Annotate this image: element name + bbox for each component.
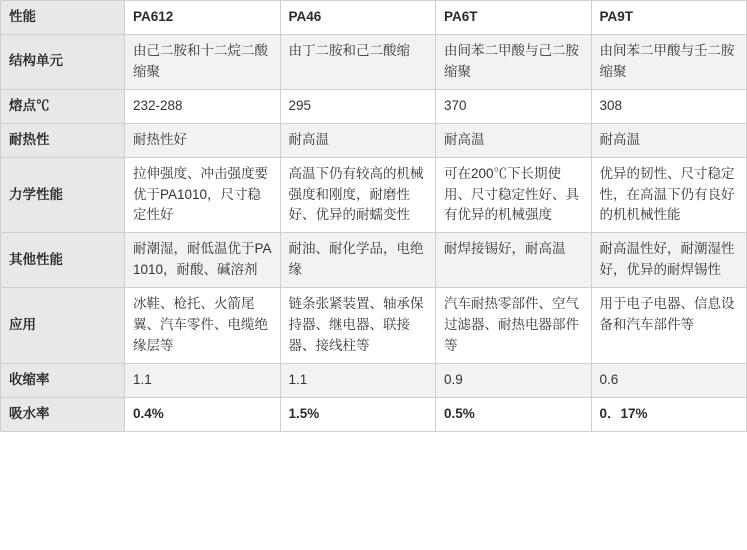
cell-structural-unit-pa46: 由丁二胺和己二酸缩 bbox=[280, 34, 436, 89]
table-row bbox=[1, 233, 747, 288]
cell-applications-pa6t: 汽车耐热零部件、空气过滤器、耐热电器部件等 bbox=[436, 288, 592, 364]
cell-other-pa6t: 耐焊接锡好，耐高温 bbox=[436, 233, 592, 288]
cell-structural-unit-pa612: 由己二胺和十二烷二酸缩聚 bbox=[125, 34, 281, 89]
table-row bbox=[1, 397, 747, 431]
cell-applications-pa46: 链条张紧装置、轴承保持器、继电器、联接器、接线柱等 bbox=[280, 288, 436, 364]
cell-melting-point-pa46: 295 bbox=[280, 89, 436, 123]
cell-heat-resistance-pa46: 耐高温 bbox=[280, 123, 436, 157]
cell-water-absorption-pa46: 1.5% bbox=[280, 397, 436, 431]
table-row bbox=[1, 34, 747, 89]
cell-mechanical-pa6t: 可在200℃下长期使用、尺寸稳定性好、具有优异的机械强度 bbox=[436, 157, 592, 233]
cell-structural-unit-pa6t: 由间苯二甲酸与己二胺缩聚 bbox=[436, 34, 592, 89]
cell-shrinkage-pa46: 1.1 bbox=[280, 363, 436, 397]
cell-applications-pa612: 冰鞋、枪托、火箭尾翼、汽车零件、电缆绝缘层等 bbox=[125, 288, 281, 364]
row-label-applications: 应用 bbox=[1, 288, 125, 364]
row-label-mechanical-properties: 力学性能 bbox=[1, 157, 125, 233]
cell-mechanical-pa612: 拉伸强度、冲击强度要优于PA1010，尺寸稳定性好 bbox=[125, 157, 281, 233]
cell-mechanical-pa46: 高温下仍有较高的机械强度和刚度，耐磨性好、优异的耐蠕变性 bbox=[280, 157, 436, 233]
table-row bbox=[1, 288, 747, 364]
header-cell-property: 性能 bbox=[1, 1, 125, 35]
cell-heat-resistance-pa9t: 耐高温 bbox=[591, 123, 747, 157]
cell-melting-point-pa612: 232-288 bbox=[125, 89, 281, 123]
table-row bbox=[1, 363, 747, 397]
cell-shrinkage-pa612: 1.1 bbox=[125, 363, 281, 397]
table-row bbox=[1, 123, 747, 157]
row-label-shrinkage: 收缩率 bbox=[1, 363, 125, 397]
table-header-row bbox=[1, 1, 747, 35]
cell-melting-point-pa6t: 370 bbox=[436, 89, 592, 123]
cell-other-pa9t: 耐高温性好，耐潮湿性好，优异的耐焊锡性 bbox=[591, 233, 747, 288]
cell-structural-unit-pa9t: 由间苯二甲酸与壬二胺缩聚 bbox=[591, 34, 747, 89]
row-label-other-properties: 其他性能 bbox=[1, 233, 125, 288]
cell-shrinkage-pa9t: 0.6 bbox=[591, 363, 747, 397]
cell-mechanical-pa9t: 优异的韧性、尺寸稳定性，在高温下仍有良好的机机械性能 bbox=[591, 157, 747, 233]
row-label-structural-unit: 结构单元 bbox=[1, 34, 125, 89]
cell-heat-resistance-pa6t: 耐高温 bbox=[436, 123, 592, 157]
table-row bbox=[1, 157, 747, 233]
row-label-melting-point: 熔点℃ bbox=[1, 89, 125, 123]
header-cell-pa6t: PA6T bbox=[436, 1, 592, 35]
cell-other-pa46: 耐油、耐化学品，电绝缘 bbox=[280, 233, 436, 288]
header-cell-pa612: PA612 bbox=[125, 1, 281, 35]
header-cell-pa46: PA46 bbox=[280, 1, 436, 35]
cell-applications-pa9t: 用于电子电器、信息设备和汽车部件等 bbox=[591, 288, 747, 364]
cell-heat-resistance-pa612: 耐热性好 bbox=[125, 123, 281, 157]
cell-water-absorption-pa6t: 0.5% bbox=[436, 397, 592, 431]
cell-other-pa612: 耐潮湿，耐低温优于PA1010，耐酸、碱溶剂 bbox=[125, 233, 281, 288]
header-cell-pa9t: PA9T bbox=[591, 1, 747, 35]
table-row bbox=[1, 89, 747, 123]
cell-water-absorption-pa9t: 0．17% bbox=[591, 397, 747, 431]
row-label-heat-resistance: 耐热性 bbox=[1, 123, 125, 157]
cell-water-absorption-pa612: 0.4% bbox=[125, 397, 281, 431]
cell-melting-point-pa9t: 308 bbox=[591, 89, 747, 123]
cell-shrinkage-pa6t: 0.9 bbox=[436, 363, 592, 397]
row-label-water-absorption: 吸水率 bbox=[1, 397, 125, 431]
